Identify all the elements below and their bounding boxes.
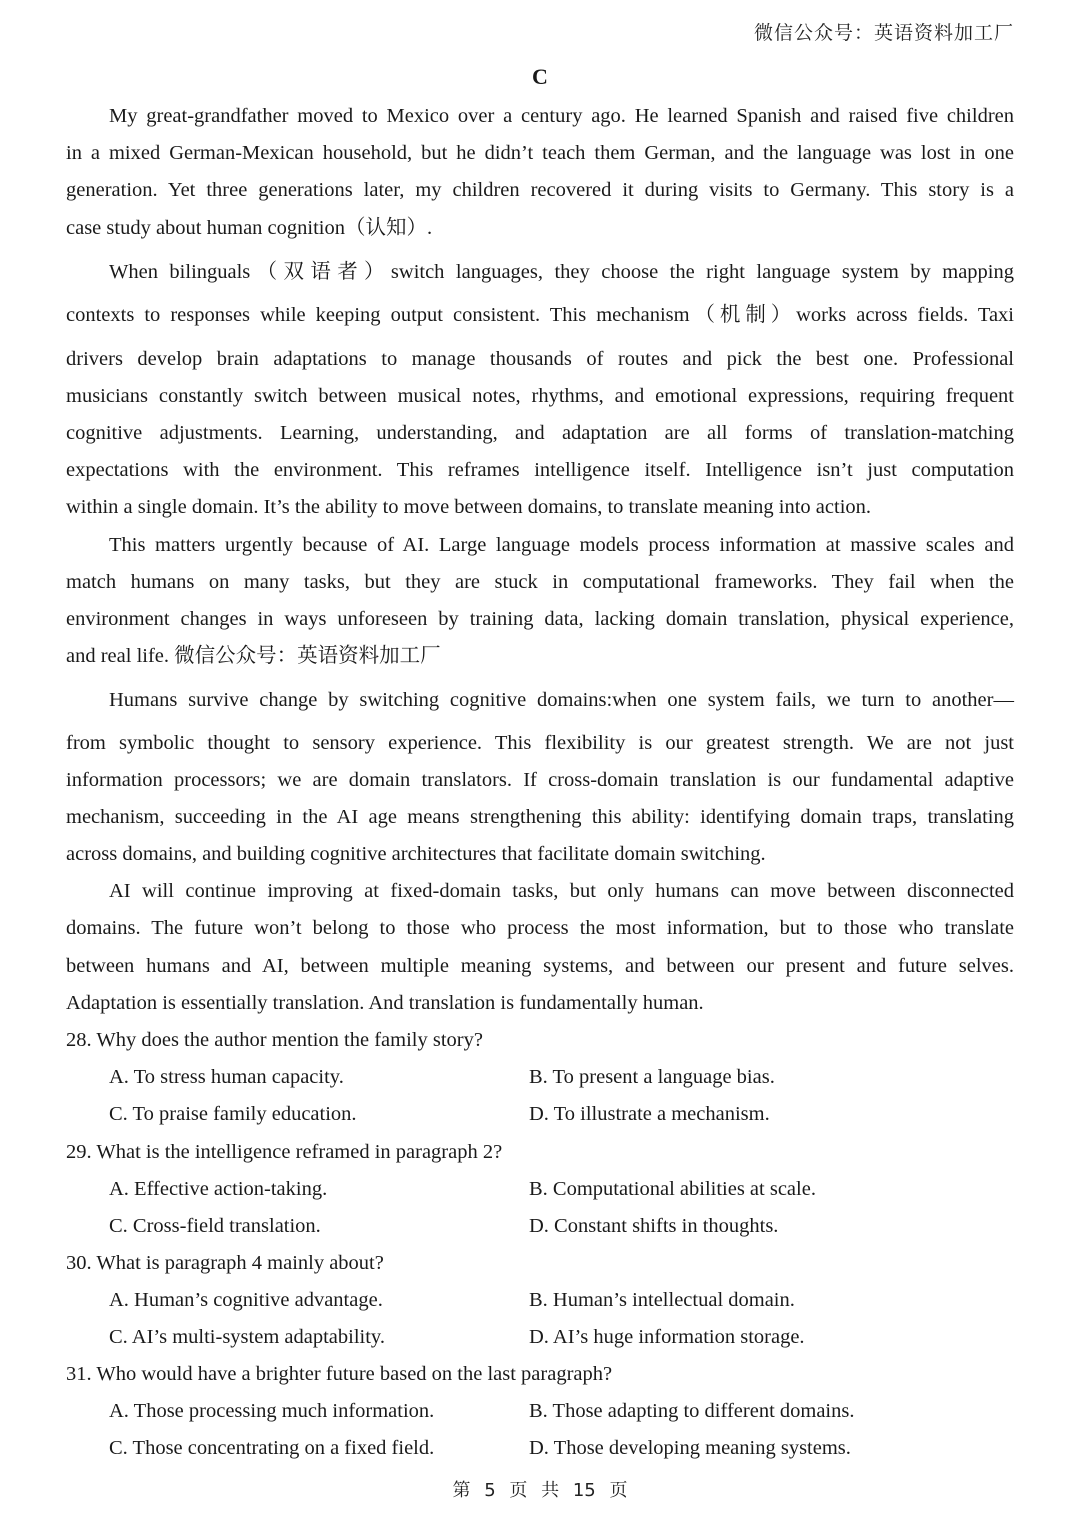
option-c[interactable]: C. To praise family education. [109,1103,357,1125]
question-stem: 29. What is the intelligence reframed in paragraph 2? [66,1141,503,1163]
paragraph-line: expectations with the environment. This reframes intelligence itself. Intelligence isn’t just computation [66,459,1014,481]
page-number: 第 5 页 共 15 页 [452,1480,628,1501]
option-a[interactable]: A. To stress human capacity. [109,1066,344,1088]
paragraph-line: When bilinguals（双语者）switch languages, they choose the right language system by mapping [109,261,1014,283]
option-d[interactable]: D. AI’s huge information storage. [529,1326,805,1348]
paragraph-line: in a mixed German-Mexican household, but he didn’t teach them German, and the language was lost in one [66,142,1014,164]
header-watermark: 微信公众号：英语资料加工厂 [753,22,1014,44]
paragraph-line: from symbolic thought to sensory experience. This flexibility is our greatest strength. We are not just [66,732,1014,754]
option-b[interactable]: B. To present a language bias. [529,1066,775,1088]
option-d[interactable]: D. To illustrate a mechanism. [529,1103,770,1125]
paragraph-line: generation. Yet three generations later, my children recovered it during visits to Germany. This story is a [66,179,1014,201]
option-a[interactable]: A. Those processing much information. [109,1400,435,1422]
option-b[interactable]: B. Human’s intellectual domain. [529,1289,795,1311]
option-d[interactable]: D. Constant shifts in thoughts. [529,1215,779,1237]
option-b[interactable]: B. Computational abilities at scale. [529,1178,816,1200]
question-stem: 28. Why does the author mention the family story? [66,1029,483,1051]
question-stem: 30. What is paragraph 4 mainly about? [66,1252,384,1274]
paragraph-line: contexts to responses while keeping output consistent. This mechanism（机制）works across fields. Taxi [66,304,1014,326]
paragraph-line: This matters urgently because of AI. Large language models process information at massive scales and [109,534,1014,556]
paragraph-line: AI will continue improving at fixed-domain tasks, but only humans can move between disconnected [109,880,1014,902]
option-c[interactable]: C. Cross-field translation. [109,1215,321,1237]
paragraph-line: cognitive adjustments. Learning, understanding, and adaptation are all forms of translation-matching [66,422,1014,444]
option-c[interactable]: C. Those concentrating on a fixed field. [109,1437,435,1459]
paragraph-line: Adaptation is essentially translation. And translation is fundamentally human. [66,992,704,1014]
paragraph-line: drivers develop brain adaptations to manage thousands of routes and pick the best one. Professional [66,348,1014,370]
paragraph-line: Humans survive change by switching cognitive domains:when one system fails, we turn to another— [109,689,1014,711]
paragraph-line: information processors; we are domain translators. If cross-domain translation is our fundamental adaptive [66,769,1014,791]
paragraph-line: match humans on many tasks, but they are stuck in computational frameworks. They fail when the [66,571,1014,593]
paragraph-line: within a single domain. It’s the ability to move between domains, to translate meaning into action. [66,496,872,518]
paragraph-line: between humans and AI, between multiple meaning systems, and between our present and future selves. [66,955,1014,977]
paragraph-line: case study about human cognition（认知）. [66,217,433,239]
paragraph-line: environment changes in ways unforeseen by training data, lacking domain translation, physical experience, [66,608,1014,630]
question-stem: 31. Who would have a brighter future based on the last paragraph? [66,1363,613,1385]
paragraph-line: My great-grandfather moved to Mexico over a century ago. He learned Spanish and raised five children [109,105,1014,127]
option-d[interactable]: D. Those developing meaning systems. [529,1437,851,1459]
option-a[interactable]: A. Human’s cognitive advantage. [109,1289,383,1311]
paragraph-line: musicians constantly switch between musical notes, rhythms, and emotional expressions, requiring frequent [66,385,1014,407]
option-a[interactable]: A. Effective action-taking. [109,1178,328,1200]
paragraph-line: domains. The future won’t belong to those who process the most information, but to those who translate [66,917,1014,939]
section-title: C [532,64,548,89]
option-b[interactable]: B. Those adapting to different domains. [529,1400,855,1422]
option-c[interactable]: C. AI’s multi-system adaptability. [109,1326,385,1348]
paragraph-line: across domains, and building cognitive architectures that facilitate domain switching. [66,843,766,865]
paragraph-line: and real life. 微信公众号：英语资料加工厂 [66,645,441,667]
paragraph-line: mechanism, succeeding in the AI age means strengthening this ability: identifying domain traps, translating [66,806,1014,828]
